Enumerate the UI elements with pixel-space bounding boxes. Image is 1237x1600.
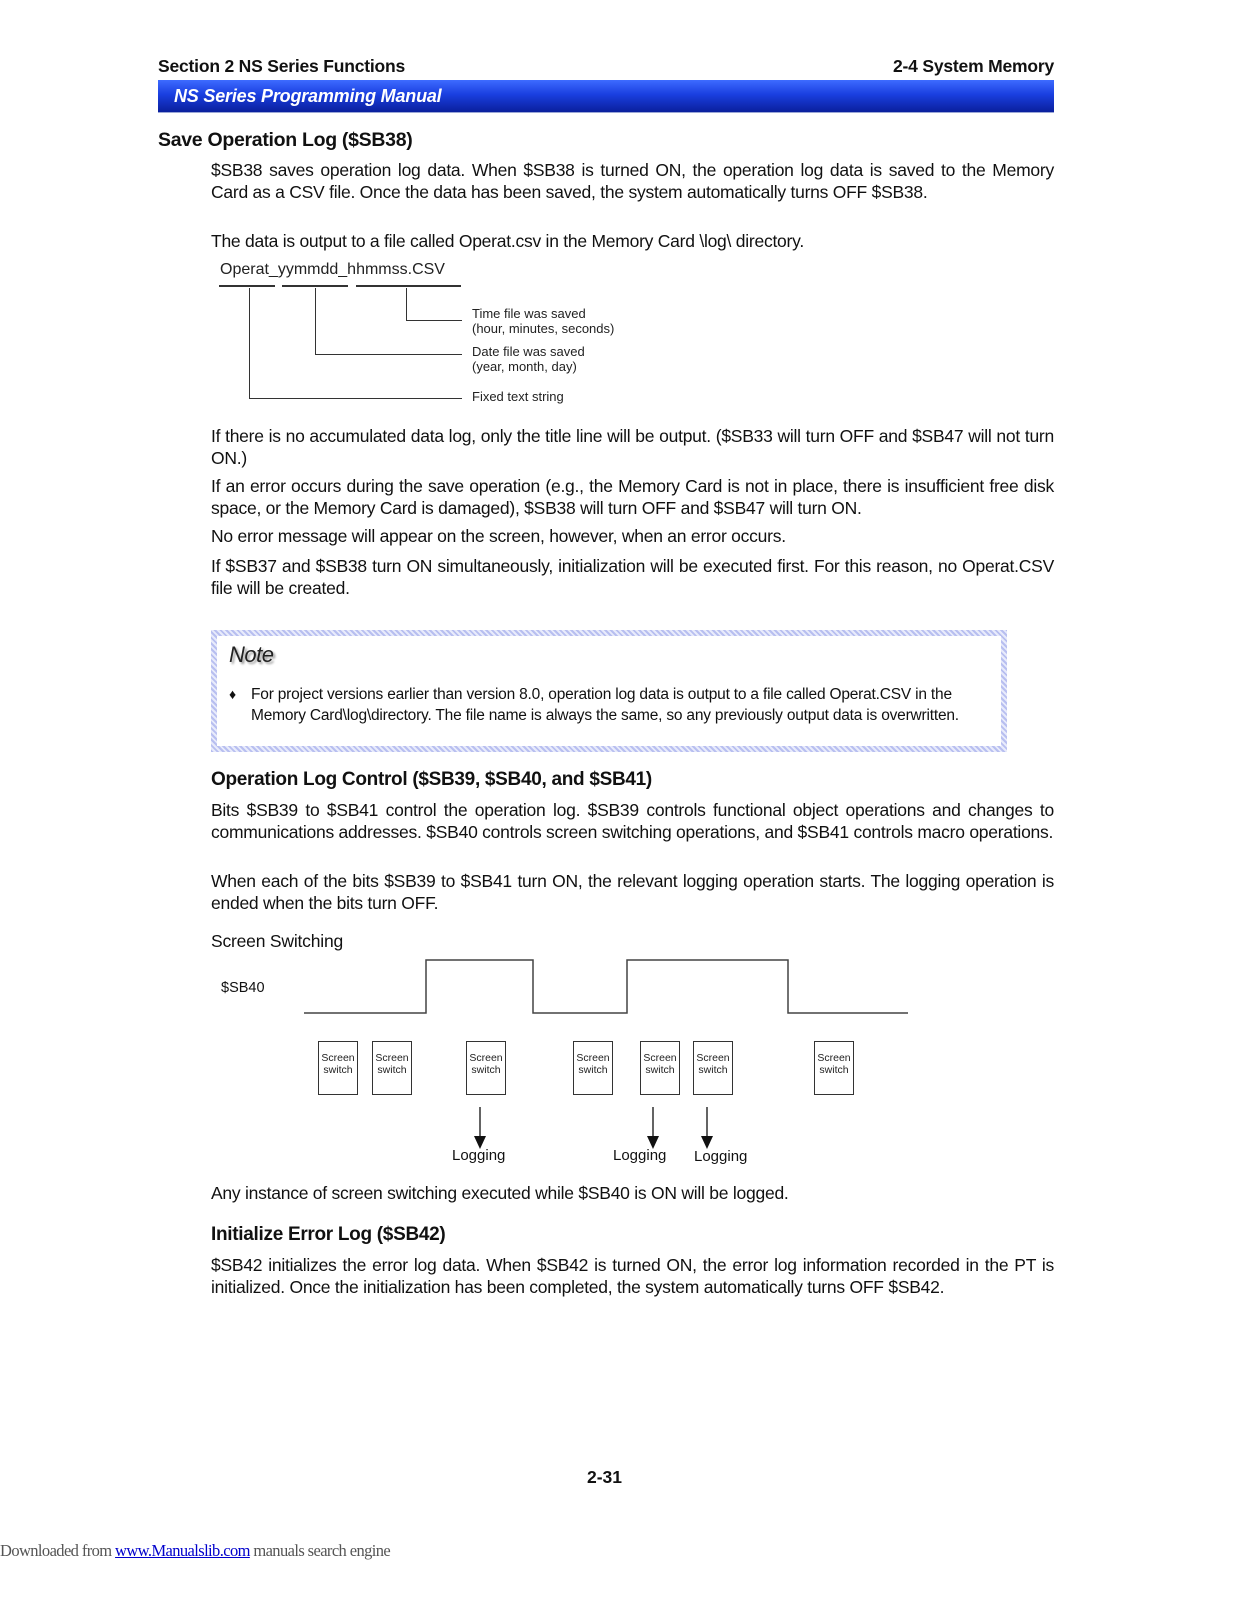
- arrow-down-icon: [473, 1107, 487, 1149]
- note-text: For project versions earlier than version 8.0, operation log data is output to a file called Operat.CSV in the Memory Card\log\directory. The file name is always the same, so any previously output data is overwritten.: [251, 686, 959, 724]
- screen-switch-box: Screen switch: [814, 1041, 854, 1095]
- paragraph: Bits $SB39 to $SB41 control the operation log. $SB39 controls functional object operations and changes to communications addresses. $SB40 controls screen switching operations, and $SB41 controls macro operations.: [211, 800, 1054, 842]
- paragraph: If $SB37 and $SB38 turn ON simultaneously, initialization will be executed first. For this reason, no Operat.CSV file will be created.: [211, 556, 1054, 598]
- logging-label: Logging: [694, 1148, 748, 1165]
- section-title-save-log: Save Operation Log ($SB38): [158, 129, 413, 151]
- logging-label: Logging: [613, 1147, 667, 1164]
- arrow-down-icon: [646, 1107, 660, 1149]
- paragraph: If an error occurs during the save operation (e.g., the Memory Card is not in place, there is insufficient free disk space, or the Memory Card is damaged), $SB38 will turn OFF and $SB47 will turn ON.: [211, 476, 1054, 518]
- download-footer: [0, 1541, 390, 1561]
- note-title: Note: [229, 642, 274, 667]
- banner-title: NS Series Programming Manual: [174, 86, 442, 106]
- paragraph: The data is output to a file called Operat.csv in the Memory Card \log\ directory.: [211, 231, 804, 251]
- filename-example: Operat_yymmdd_hhmmss.CSV: [220, 261, 445, 278]
- arrow-down-icon: [700, 1107, 714, 1149]
- screen-switch-box: Screen switch: [640, 1041, 680, 1095]
- screen-switch-box: Screen switch: [372, 1041, 412, 1095]
- signal-label: $SB40: [221, 980, 265, 996]
- paragraph: When each of the bits $SB39 to $SB41 turn ON, the relevant logging operation starts. The logging operation is ended when the bits turn OFF.: [211, 871, 1054, 913]
- diamond-bullet-icon: ♦: [229, 686, 237, 702]
- section-title-init-error: Initialize Error Log ($SB42): [211, 1224, 446, 1245]
- label-time: Time file was saved (hour, minutes, seconds): [472, 306, 615, 336]
- paragraph: No error message will appear on the screen, however, when an error occurs.: [211, 526, 786, 546]
- screen-switch-box: Screen switch: [693, 1041, 733, 1095]
- paragraph: Any instance of screen switching executed while $SB40 is ON will be logged.: [211, 1183, 789, 1203]
- logging-label: Logging: [452, 1147, 506, 1164]
- paragraph: $SB38 saves operation log data. When $SB38 is turned ON, the operation log data is saved to the Memory Card as a CSV file. Once the data has been saved, the system automatically turns OFF $SB38.: [211, 160, 1054, 202]
- manualslib-link[interactable]: www.Manualslib.com: [115, 1541, 250, 1560]
- footer-suffix: manuals search engine: [249, 1541, 391, 1560]
- subsection-header: 2-4 System Memory: [893, 56, 1054, 76]
- footer-prefix: Downloaded from: [0, 1541, 116, 1560]
- screen-switch-box: Screen switch: [573, 1041, 613, 1095]
- screen-switch-box: Screen switch: [466, 1041, 506, 1095]
- paragraph: If there is no accumulated data log, only the title line will be output. ($SB33 will turn OFF and $SB47 will not turn ON.): [211, 426, 1054, 468]
- label-fixed: Fixed text string: [472, 389, 564, 404]
- diagram-title: Screen Switching: [211, 931, 344, 951]
- section-header: Section 2 NS Series Functions: [158, 56, 406, 76]
- page-number: 2-31: [587, 1467, 623, 1487]
- section-title-log-control: Operation Log Control ($SB39, $SB40, and $SB41): [211, 769, 652, 790]
- paragraph: $SB42 initializes the error log data. When $SB42 is turned ON, the error log information recorded in the PT is initialized. Once the initialization has been completed, the system automatically turns OFF $SB42.: [211, 1255, 1054, 1297]
- label-date: Date file was saved (year, month, day): [472, 344, 585, 374]
- screen-switch-box: Screen switch: [318, 1041, 358, 1095]
